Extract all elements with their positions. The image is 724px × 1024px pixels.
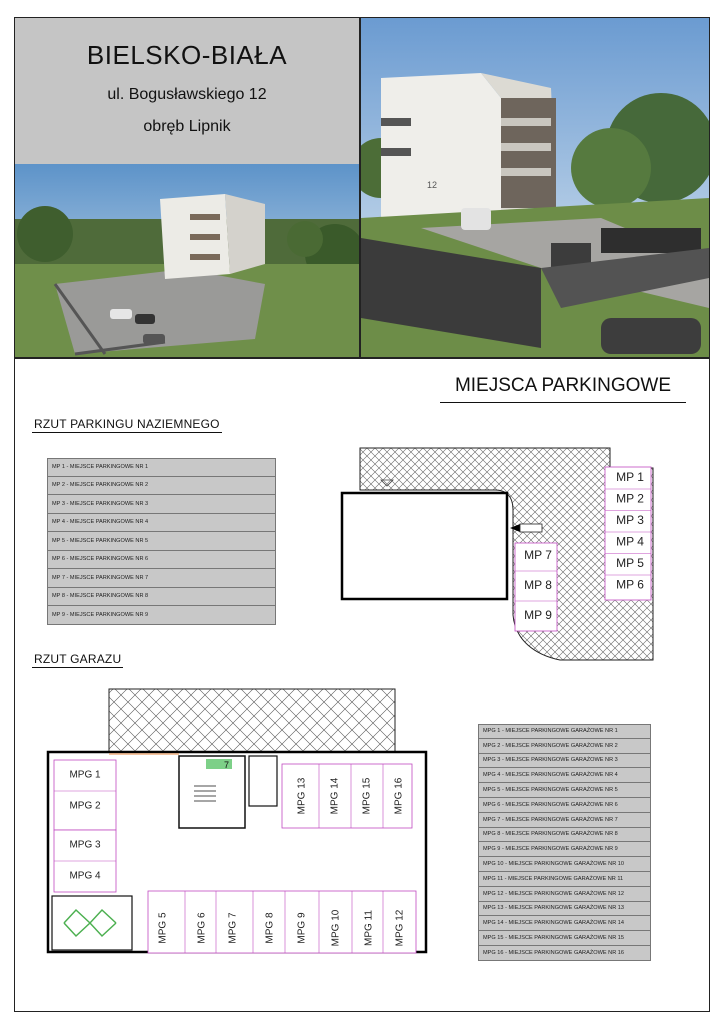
- garage-heading: [34, 652, 121, 666]
- legend-row: MPG 14 - MIEJSCE PARKINGOWE GARAŻOWE NR 14: [478, 916, 651, 931]
- legend-row: MP 2 - MIEJSCE PARKINGOWE NR 2: [47, 477, 276, 496]
- legend-row: MP 7 - MIEJSCE PARKINGOWE NR 7: [47, 569, 276, 588]
- legend-row: MPG 3 - MIEJSCE PARKINGOWE GARAŻOWE NR 3: [478, 754, 651, 769]
- parking-spot-label: MP 1: [616, 470, 644, 485]
- garage-heading-text: RZUT GARAZU: [34, 652, 122, 666]
- parking-places-heading-text: MIEJSCA PARKINGOWE: [454, 375, 672, 396]
- legend-row: MPG 1 - MIEJSCE PARKINGOWE GARAŻOWE NR 1: [478, 724, 651, 739]
- parking-spot-label: MPG 5: [157, 912, 169, 944]
- legend-row: MPG 15 - MIEJSCE PARKINGOWE GARAŻOWE NR 15: [478, 931, 651, 946]
- legend-row: MPG 5 - MIEJSCE PARKINGOWE GARAŻOWE NR 5: [478, 783, 651, 798]
- parking-spot-label: MPG 7: [227, 912, 239, 944]
- parking-spot-label: MPG 10: [330, 909, 342, 947]
- legend-row: MPG 4 - MIEJSCE PARKINGOWE GARAŻOWE NR 4: [478, 768, 651, 783]
- parking-spot-label: MPG 1: [69, 769, 101, 781]
- parking-spot-label: MPG 3: [69, 839, 101, 851]
- legend-row: MP 5 - MIEJSCE PARKINGOWE NR 5: [47, 532, 276, 551]
- parking-spot-label: MP 9: [524, 608, 552, 623]
- legend-row: MPG 13 - MIEJSCE PARKINGOWE GARAŻOWE NR 13: [478, 902, 651, 917]
- garage-plan: [44, 688, 429, 955]
- building-render-small: [15, 164, 359, 357]
- parking-spot-label: MP 4: [616, 534, 644, 549]
- legend-row: MPG 2 - MIEJSCE PARKINGOWE GARAŻOWE NR 2: [478, 739, 651, 754]
- legend-row: MPG 12 - MIEJSCE PARKINGOWE GARAŻOWE NR 12: [478, 887, 651, 902]
- legend-row: MPG 8 - MIEJSCE PARKINGOWE GARAŻOWE NR 8: [478, 828, 651, 843]
- parking-spot-label: MPG 6: [196, 912, 208, 944]
- parking-spot-label: MP 3: [616, 513, 644, 528]
- surface-parking-heading-text: RZUT PARKINGU NAZIEMNEGO: [34, 417, 220, 431]
- parking-spot-label: MP 6: [616, 577, 644, 592]
- legend-row: MPG 9 - MIEJSCE PARKINGOWE GARAŻOWE NR 9: [478, 842, 651, 857]
- legend-row: MP 9 - MIEJSCE PARKINGOWE NR 9: [47, 606, 276, 625]
- legend-row: MP 3 - MIEJSCE PARKINGOWE NR 3: [47, 495, 276, 514]
- legend-row: MP 1 - MIEJSCE PARKINGOWE NR 1: [47, 458, 276, 477]
- parking-spot-label: MPG 11: [363, 910, 375, 946]
- heading-underline: [440, 402, 686, 403]
- parking-spot-label: MPG 15: [361, 777, 373, 815]
- surface-parking-legend: [47, 458, 276, 625]
- district-name: obręb Lipnik: [143, 118, 231, 135]
- stair-number-label: 7: [224, 760, 230, 770]
- street-address: ul. Bogusławskiego 12: [107, 86, 267, 103]
- parking-spot-label: MP 2: [616, 491, 644, 506]
- parking-spot-label: MP 5: [616, 556, 644, 571]
- parking-spot-label: MPG 8: [264, 912, 276, 944]
- building-number-label: 12: [427, 180, 438, 190]
- city-title: BIELSKO-BIAŁA: [86, 40, 288, 70]
- legend-row: MP 6 - MIEJSCE PARKINGOWE NR 6: [47, 551, 276, 570]
- garage-parking-legend: [478, 724, 651, 961]
- parking-spot-label: MP 7: [524, 548, 552, 563]
- legend-row: MPG 6 - MIEJSCE PARKINGOWE GARAŻOWE NR 6: [478, 798, 651, 813]
- parking-spot-label: MP 8: [524, 578, 552, 593]
- parking-spot-label: MPG 2: [69, 800, 101, 812]
- surface-heading-underline: [32, 432, 222, 433]
- parking-spot-label: MPG 13: [296, 777, 308, 815]
- horizontal-divider: [15, 357, 709, 359]
- surface-parking-heading: [34, 417, 220, 431]
- legend-row: MPG 16 - MIEJSCE PARKINGOWE GARAŻOWE NR 16: [478, 946, 651, 961]
- parking-spot-label: MPG 4: [69, 870, 101, 882]
- building-render-large: [361, 18, 709, 357]
- parking-spot-label: MPG 16: [393, 777, 405, 815]
- parking-places-heading: [440, 375, 686, 397]
- garage-heading-underline: [32, 667, 123, 668]
- building-footprint: [342, 493, 507, 599]
- legend-row: MPG 7 - MIEJSCE PARKINGOWE GARAŻOWE NR 7: [478, 813, 651, 828]
- legend-row: MPG 11 - MIEJSCE PARKINGOWE GARAŻOWE NR 11: [478, 872, 651, 887]
- parking-spot-label: MPG 12: [394, 909, 406, 947]
- parking-spot-label: MPG 9: [296, 912, 308, 944]
- surface-parking-plan: [335, 440, 660, 662]
- parking-spot-label: MPG 14: [329, 777, 341, 815]
- legend-row: MPG 10 - MIEJSCE PARKINGOWE GARAŻOWE NR 10: [478, 857, 651, 872]
- legend-row: MP 4 - MIEJSCE PARKINGOWE NR 4: [47, 514, 276, 533]
- vertical-divider: [359, 17, 361, 358]
- title-box: [15, 18, 359, 164]
- legend-row: MP 8 - MIEJSCE PARKINGOWE NR 8: [47, 588, 276, 607]
